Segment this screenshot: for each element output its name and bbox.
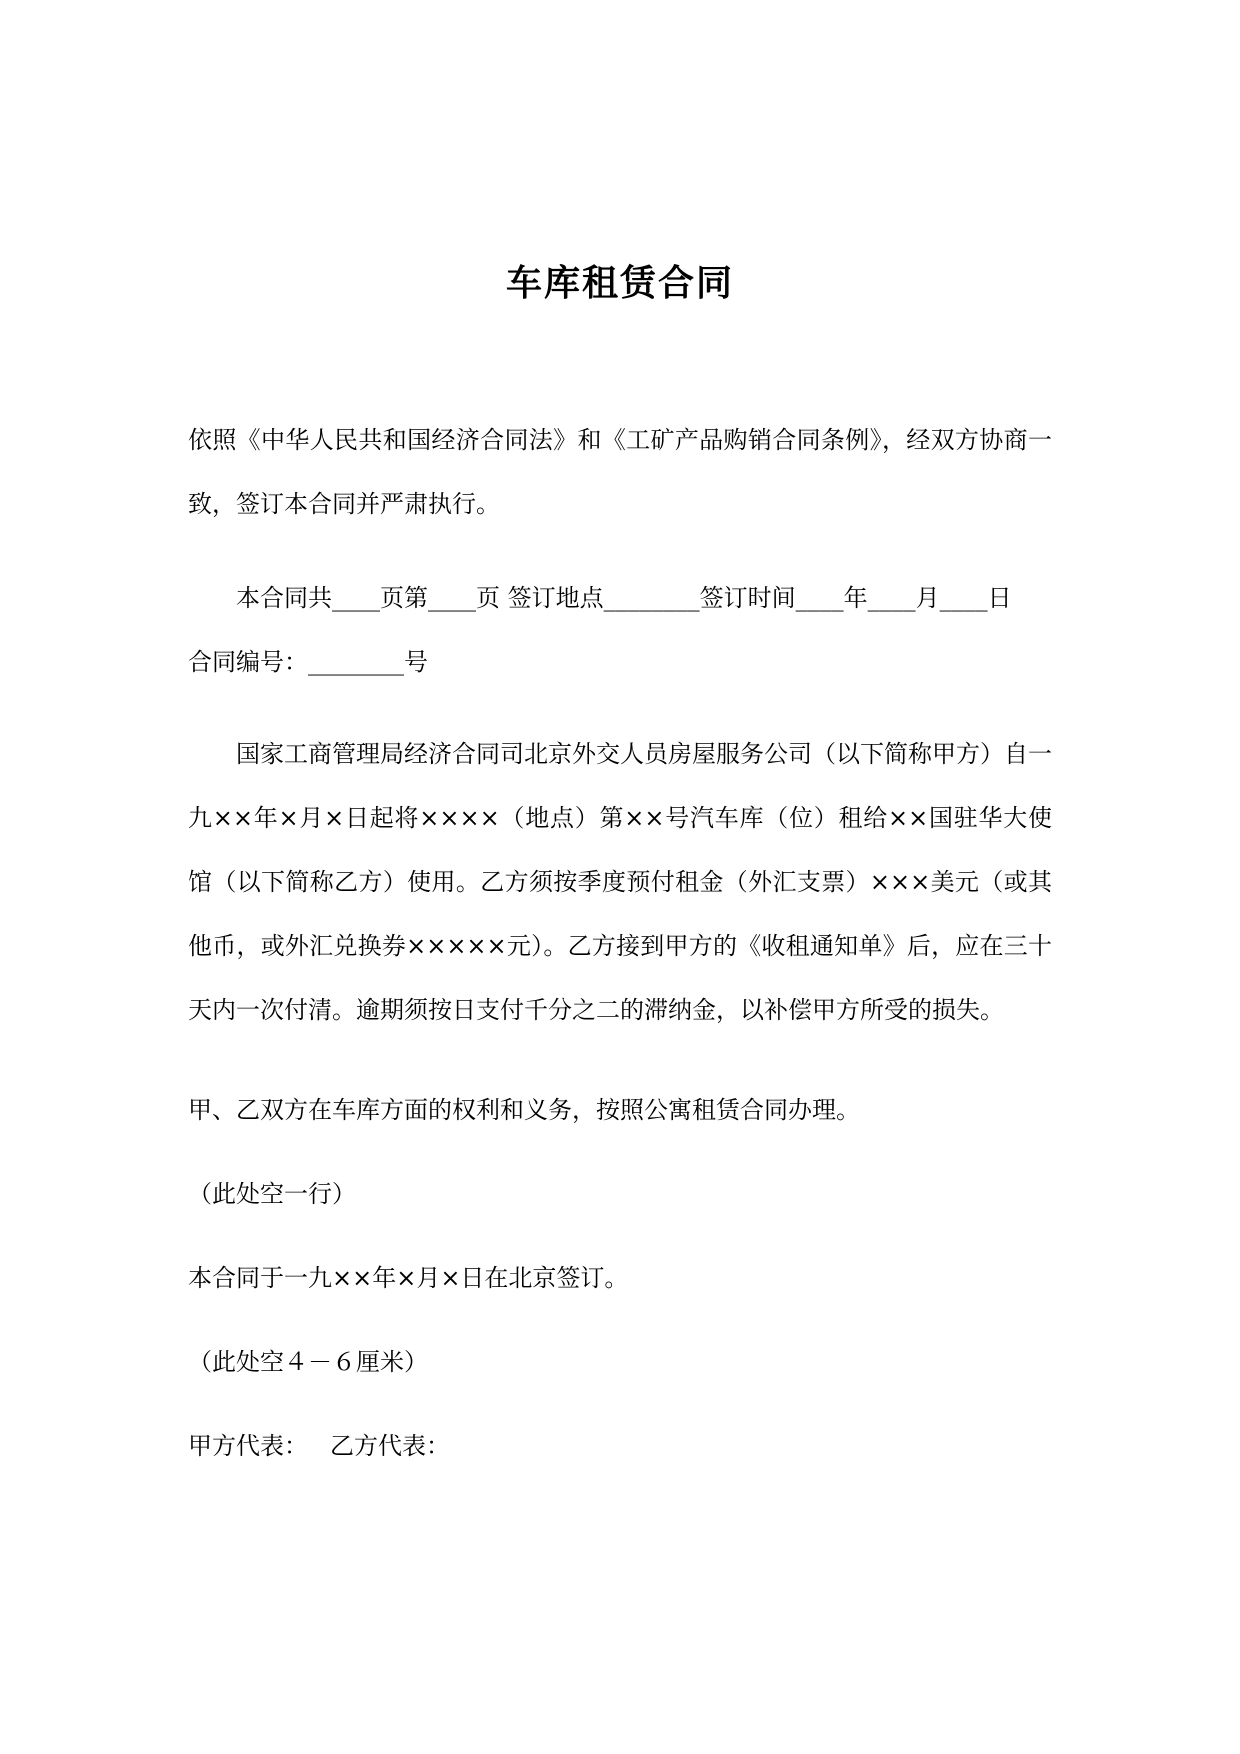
contract-number-line: 合同编号：________号 xyxy=(188,648,428,676)
intro-paragraph: 依照《中华人民共和国经济合同法》和《工矿产品购销合同条例》，经双方协商一致，签订本合同并严肃执行。 xyxy=(188,426,1052,518)
contract-meta-block xyxy=(188,566,1052,694)
rights-paragraph: 甲、乙双方在车库方面的权利和义务，按照公寓租赁合同办理。 xyxy=(188,1096,860,1124)
blank-line-note: （此处空一行） xyxy=(188,1180,356,1208)
party-b-representative-label: 乙方代表： xyxy=(330,1432,450,1460)
signature-block xyxy=(188,1414,1052,1478)
party-a-representative-label: 甲方代表： xyxy=(188,1432,308,1460)
contract-meta-line: 本合同共____页第____页 签订地点________签订时间____年____月____日 xyxy=(236,584,1012,612)
main-body-paragraph: 国家工商管理局经济合同司北京外交人员房屋服务公司（以下简称甲方）自一九××年×月×日起将××××（地点）第××号汽车库（位）租给××国驻华大使馆（以下简称乙方）使用。乙方须按季度预付租金（外汇支票）×××美元（或其他币，或外汇兑换券×××××元）。乙方接到甲方的《收租通知单》后，应在三十天内一次付清。逾期须按日支付千分之二的滞纳金，以补偿甲方所受的损失。 xyxy=(188,740,1052,1024)
blank-space-note: （此处空４－６厘米） xyxy=(188,1348,428,1376)
document-title: 车库租赁合同 xyxy=(505,262,734,304)
signing-date-paragraph: 本合同于一九××年×月×日在北京签订。 xyxy=(188,1264,629,1292)
